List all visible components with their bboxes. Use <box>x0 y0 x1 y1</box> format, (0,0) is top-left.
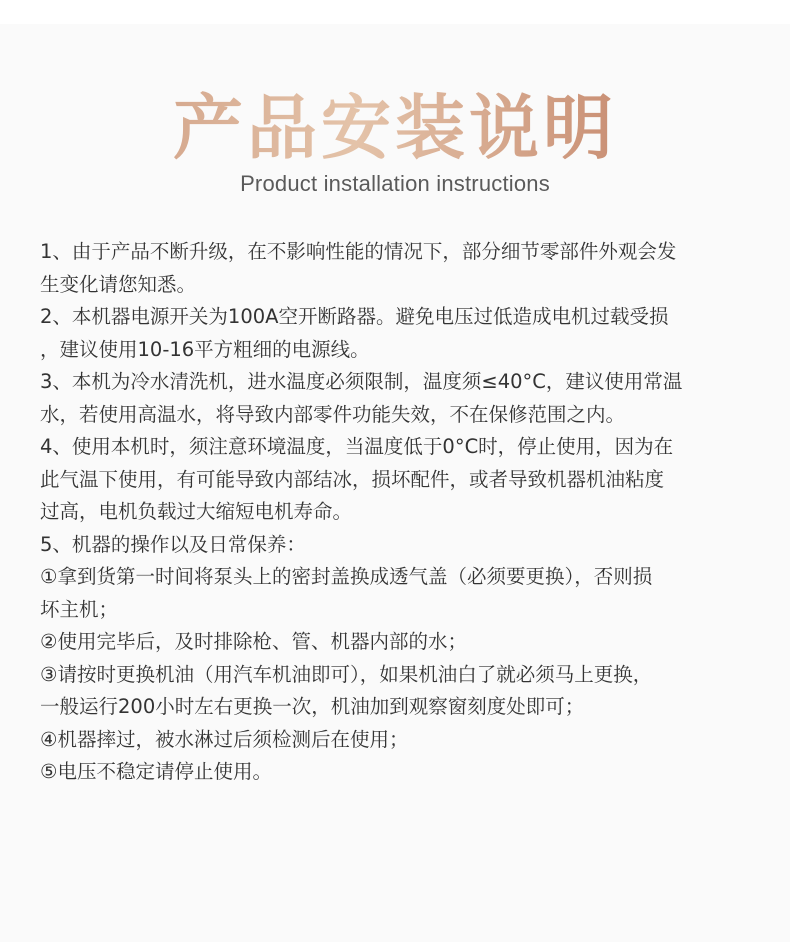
text-line: 此气温下使用，有可能导致内部结冰，损坏配件，或者导致机器机油粘度 <box>40 467 665 491</box>
text-line: ，建议使用10-16平方粗细的电源线。 <box>40 337 370 361</box>
top-strip <box>0 0 790 24</box>
text-line: 过高，电机负载过大缩短电机寿命。 <box>40 500 353 523</box>
page-title: 产品安装说明 <box>0 88 790 168</box>
text-line: ②使用完毕后，及时排除枪、管、机器内部的水； <box>40 630 467 653</box>
text-line: 生变化请您知悉。 <box>40 272 197 296</box>
text-line: 5、机器的操作以及日常保养： <box>40 532 306 556</box>
header <box>0 88 790 198</box>
text-line: 1、由于产品不断升级，在不影响性能的情况下，部分细节零部件外观会发 <box>40 240 677 263</box>
text-line: ⑤电压不稳定请停止使用。 <box>40 760 272 783</box>
text-line: 2、本机器电源开关为100A空开断路器。避免电压过低造成电机过载受损 <box>40 305 669 328</box>
text-line: ④机器摔过，被水淋过后须检测后在使用； <box>40 727 409 751</box>
page-subtitle: Product installation instructions <box>240 171 550 196</box>
text-line: 3、本机为冷水清洗机，进水温度必须限制，温度须≤40°C，建议使用常温 <box>40 370 683 393</box>
text-line: 水，若使用高温水，将导致内部零件功能失效，不在保修范围之内。 <box>40 402 626 426</box>
text-line: 一般运行200小时左右更换一次，机油加到观察窗刻度处即可； <box>40 695 585 718</box>
text-line: ③请按时更换机油（用汽车机油即可），如果机油白了就必须马上更换， <box>40 662 653 686</box>
instructions-text <box>40 236 760 789</box>
text-line: ①拿到货第一时间将泵头上的密封盖换成透气盖（必须要更换），否则损 <box>40 565 653 588</box>
text-line: 4、使用本机时，须注意环境温度，当温度低于0°C时，停止使用，因为在 <box>40 435 674 458</box>
text-line: 坏主机； <box>40 597 119 621</box>
